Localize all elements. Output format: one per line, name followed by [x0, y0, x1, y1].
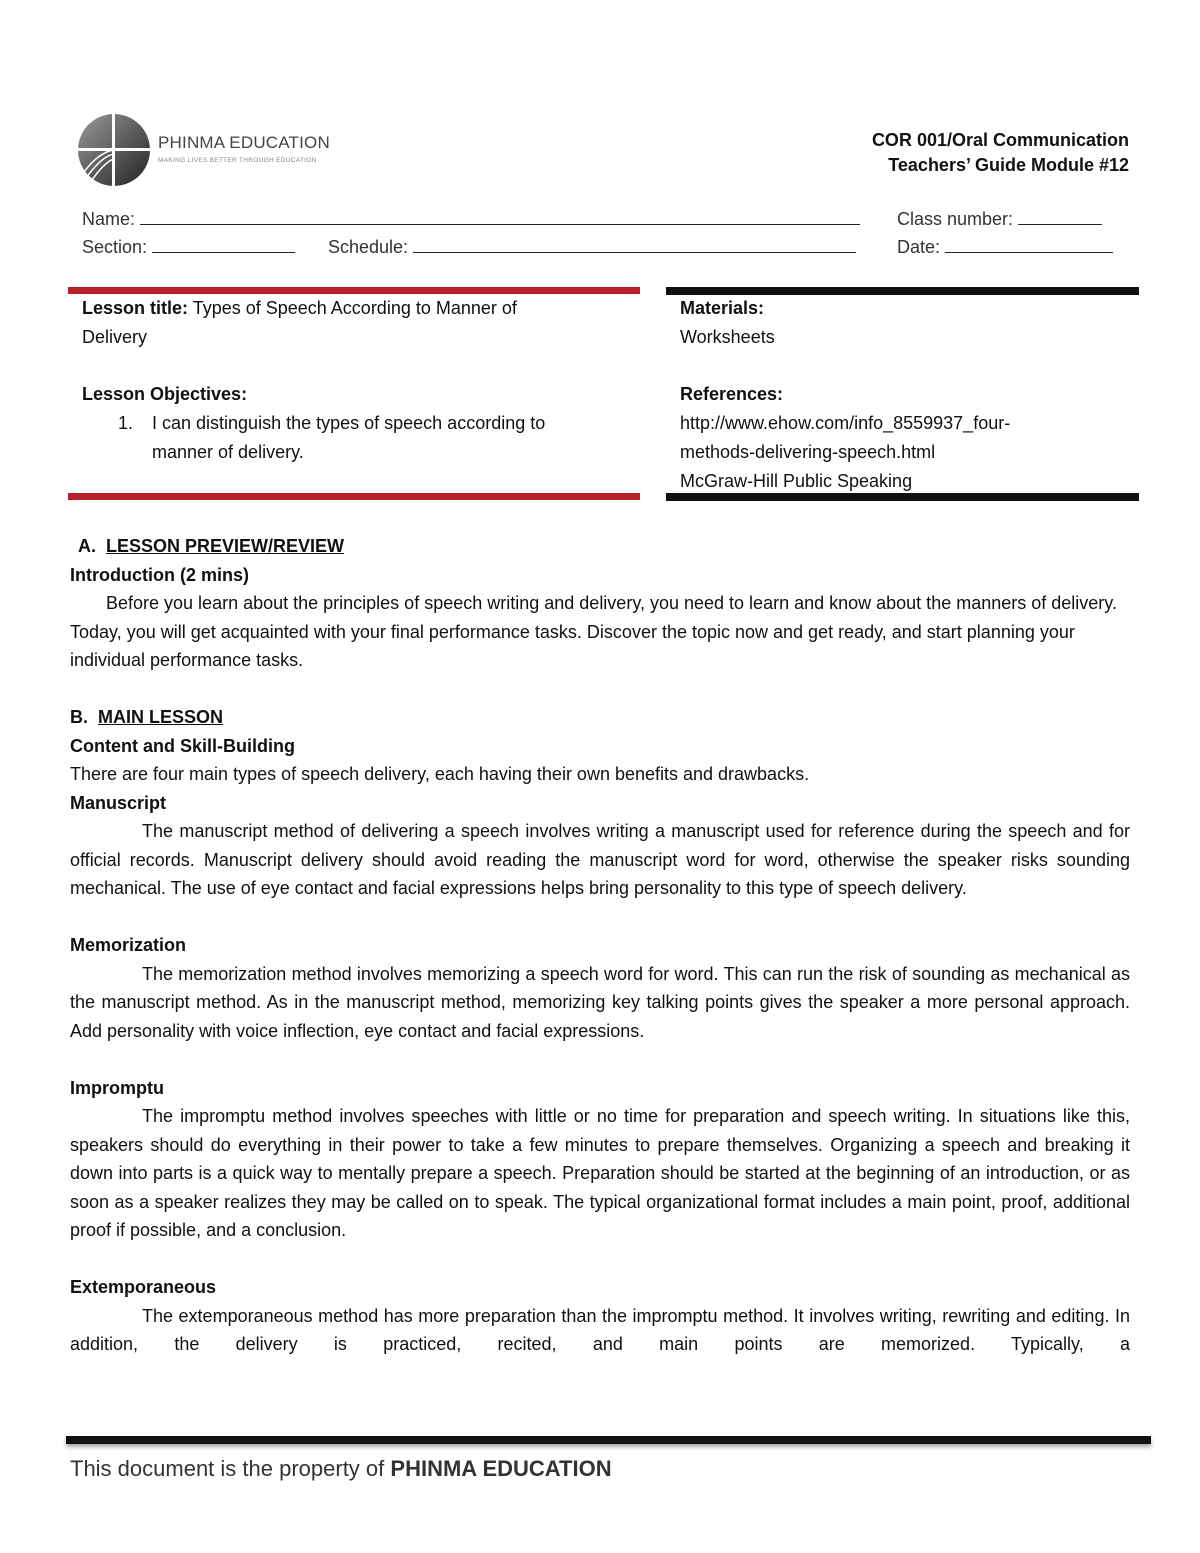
manuscript-heading: Manuscript: [70, 792, 167, 813]
class-number-row: [897, 207, 1102, 230]
memorization-heading: Memorization: [70, 935, 187, 955]
footer-notice: [70, 1456, 612, 1482]
extemporaneous-heading: Extemporaneous: [70, 1277, 217, 1297]
materials-value: Worksheets: [680, 327, 775, 347]
module-title: Teachers’ Guide Module #12: [888, 155, 1129, 175]
schedule-field[interactable]: [413, 235, 856, 253]
section-b-letter: B.: [70, 707, 88, 727]
impromptu-heading: Impromptu: [70, 1077, 164, 1098]
footer-prefix: This document is the property of: [70, 1456, 385, 1481]
name-field-row: [82, 207, 860, 230]
section-a-letter: A.: [78, 536, 96, 556]
lesson-box: [82, 294, 637, 467]
lesson-title-label: Lesson title:: [82, 298, 189, 318]
section-b-heading: MAIN LESSON: [98, 707, 224, 727]
course-header: [872, 128, 1129, 178]
lesson-title-line: [82, 294, 637, 323]
section-a-heading: LESSON PREVIEW/REVIEW: [106, 536, 345, 556]
section-b: [70, 703, 1130, 1359]
objective-text-line1: I can distinguish the types of speech according to: [152, 413, 546, 433]
lesson-box-top-rule: [68, 287, 640, 294]
section-row: [82, 235, 295, 258]
class-number-label: Class number:: [897, 209, 1014, 229]
logo-tagline: MAKING LIVES BETTER THROUGH EDUCATION: [158, 157, 317, 164]
schedule-label: Schedule:: [328, 237, 409, 257]
reference-url-line1: http://www.ehow.com/info_8559937_four-: [680, 413, 1011, 433]
objective-text-line2: manner of delivery.: [152, 442, 304, 462]
lesson-title-continued: Delivery: [82, 327, 148, 347]
date-label: Date:: [897, 237, 941, 257]
materials-label: Materials:: [680, 298, 765, 318]
objective-item: [82, 409, 637, 467]
reference-url-line2: methods-delivering-speech.html: [680, 442, 936, 462]
materials-box-bottom-rule: [666, 493, 1139, 501]
reference-book: McGraw-Hill Public Speaking: [680, 471, 913, 491]
section-label: Section:: [82, 237, 148, 257]
course-title: COR 001/Oral Communication: [871, 130, 1129, 150]
materials-box: [680, 294, 1135, 496]
date-row: [897, 235, 1113, 258]
logo-wordmark: PHINMA EDUCATION: [158, 133, 330, 152]
lesson-title-value: Types of Speech According to Manner of: [192, 298, 517, 318]
content-skill-heading: Content and Skill-Building: [70, 735, 295, 756]
footer-owner: PHINMA EDUCATION: [390, 1456, 612, 1481]
class-number-field[interactable]: [1018, 207, 1102, 225]
schedule-row: [328, 235, 856, 258]
references-label: References:: [680, 384, 784, 404]
lesson-box-bottom-rule: [68, 493, 640, 500]
section-field[interactable]: [152, 235, 295, 253]
section-b-intro: There are four main types of speech delivery, each having their own benefits and drawbacks.: [70, 764, 810, 784]
introduction-heading: Introduction (2 mins): [70, 564, 249, 585]
date-field[interactable]: [945, 235, 1113, 253]
name-label: Name:: [82, 209, 136, 229]
impromptu-paragraph: The impromptu method involves speeches with little or no time for preparation and speech writing. In situations like this, speakers should do everything in their power to take a few minutes to prepare themselves. Organizing a speech and breaking it down into parts is a quick way to mentally prepare a speech. Preparation should be started at the beginning of an introduction, or as soon as a speaker realizes they may be called on to speak. The typical organizational format includes a main point, proof, additional proof if possible, and a conclusion.: [70, 1106, 1130, 1240]
section-a: [70, 532, 1130, 675]
lesson-objectives-label: Lesson Objectives:: [82, 384, 248, 404]
objective-number: 1.: [118, 413, 134, 433]
extemporaneous-paragraph: The extemporaneous method has more preparation than the impromptu method. It involves writing, rewriting and editing. In addition, the delivery is practiced, recited, and main points are memorized. Typically, a: [70, 1305, 1130, 1354]
introduction-paragraph: Before you learn about the principles of speech writing and delivery, you need to learn and know about the manners of delivery. Today, you will get acquainted with your final performance tasks. Discover the topic now and get ready, and start planning your individual performance tasks.: [70, 593, 1117, 670]
memorization-paragraph: The memorization method involves memorizing a speech word for word. This can run the risk of sounding as mechanical as the manuscript method. As in the manuscript method, memorizing key talking points gives the speaker a more personal approach. Add personality with voice inflection, eye contact and facial expressions.: [70, 963, 1130, 1041]
footer-rule: [66, 1436, 1151, 1444]
manuscript-paragraph: The manuscript method of delivering a speech involves writing a manuscript used for reference during the speech and for official records. Manuscript delivery should avoid reading the manuscript word for word, otherwise the speaker risks sounding mechanical. The use of eye contact and facial expressions helps bring personality to this type of speech delivery.: [70, 821, 1130, 898]
name-field[interactable]: [140, 207, 860, 225]
